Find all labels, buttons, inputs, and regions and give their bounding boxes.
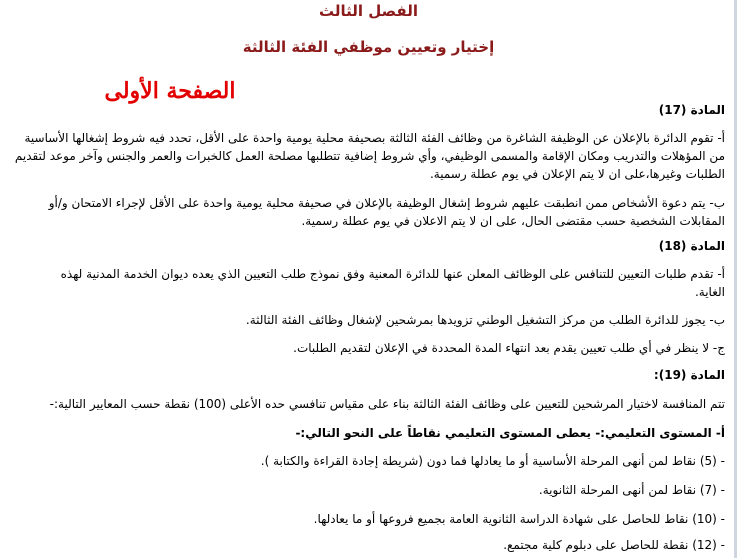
- article-19-title: المادة (19):: [653, 368, 725, 382]
- article-19-item: - (5) نقاط لمن أنهى المرحلة الأساسية أو ما يعادلها فما دون (شريطة إجادة القراءة والكتابة ).: [260, 454, 725, 468]
- page-label: الصفحة الأولى: [104, 78, 236, 104]
- chapter-title: الفصل الثالث: [318, 2, 418, 20]
- article-18-title: المادة (18): [658, 239, 725, 253]
- article-17-para-b-line-1: ب- يتم دعوة الأشخاص ممن انطبقت عليهم شروط إشغال الوظيفة بالإعلان في صحيفة محلية يومية واحدة على الأقل لإجراء الامتحان و/أو: [48, 196, 725, 210]
- article-19-item: - (10) نقاط للحاصل على شهادة الدراسة الثانوية العامة بجميع فروعها أو ما يعادلها.: [313, 512, 725, 526]
- article-18-para-a-line-1: أ- تقدم طلبات التعيين للتنافس على الوظائف المعلن عنها للدائرة المعنية وفق نموذج طلب التعيين الذي يعده ديوان الخدمة المدنية لهذه: [60, 267, 725, 281]
- article-17-title: المادة (17): [658, 103, 725, 117]
- article-17-para-a-line-2: من المؤهلات والتدريب ومكان الإقامة والمسمى الوظيفي، وأي شروط إضافية تتطلبها مصلحة العمل كالخبرات والعمر والجنس وآخر موعد لتقديم: [14, 149, 725, 163]
- article-17-para-a-line-1: أ- تقوم الدائرة بالإعلان عن الوظيفة الشاغرة من وظائف الفئة الثالثة بصحيفة محلية يومية واحدة على الأقل، تحدد فيه شروط إشغالها الأساسية: [24, 131, 725, 145]
- article-19-subsection-title: أ- المستوى التعليمي:- يعطى المستوى التعليمي نقاطاً على النحو التالي:-: [295, 426, 725, 440]
- article-18-para-a-line-2: الغاية.: [694, 285, 725, 299]
- article-19-intro: تتم المنافسة لاختيار المرشحين للتعيين على وظائف الفئة الثالثة بناء على مقياس تنافسي حده الأعلى (100) نقطة حسب المعايير التالية:-: [49, 397, 725, 411]
- article-17-para-b-line-2: المقابلات الشخصية حسب مقتضى الحال، على ان لا يتم الاعلان في يوم عطلة رسمية.: [301, 214, 725, 228]
- article-18-para-c: ج- لا ينظر في أي طلب تعيين يقدم بعد انتهاء المدة المحددة في الإعلان لتقديم الطلبات.: [293, 341, 725, 355]
- article-17-para-a-line-3: الطلبات وغيرها،على ان لا يتم الإعلان في يوم عطلة رسمية.: [429, 167, 725, 181]
- article-19-item: - (12) نقطة للحاصل على دبلوم كلية مجتمع.: [503, 538, 725, 552]
- section-title: إختيار وتعيين موظفي الفئة الثالثة: [242, 38, 495, 56]
- article-18-para-b: ب- يجوز للدائرة الطلب من مركز التشغيل الوطني تزويدها بمرشحين لإشغال وظائف الفئة الثالثة.: [245, 313, 725, 327]
- article-19-item: - (7) نقاط لمن أنهى المرحلة الثانوية.: [538, 483, 725, 497]
